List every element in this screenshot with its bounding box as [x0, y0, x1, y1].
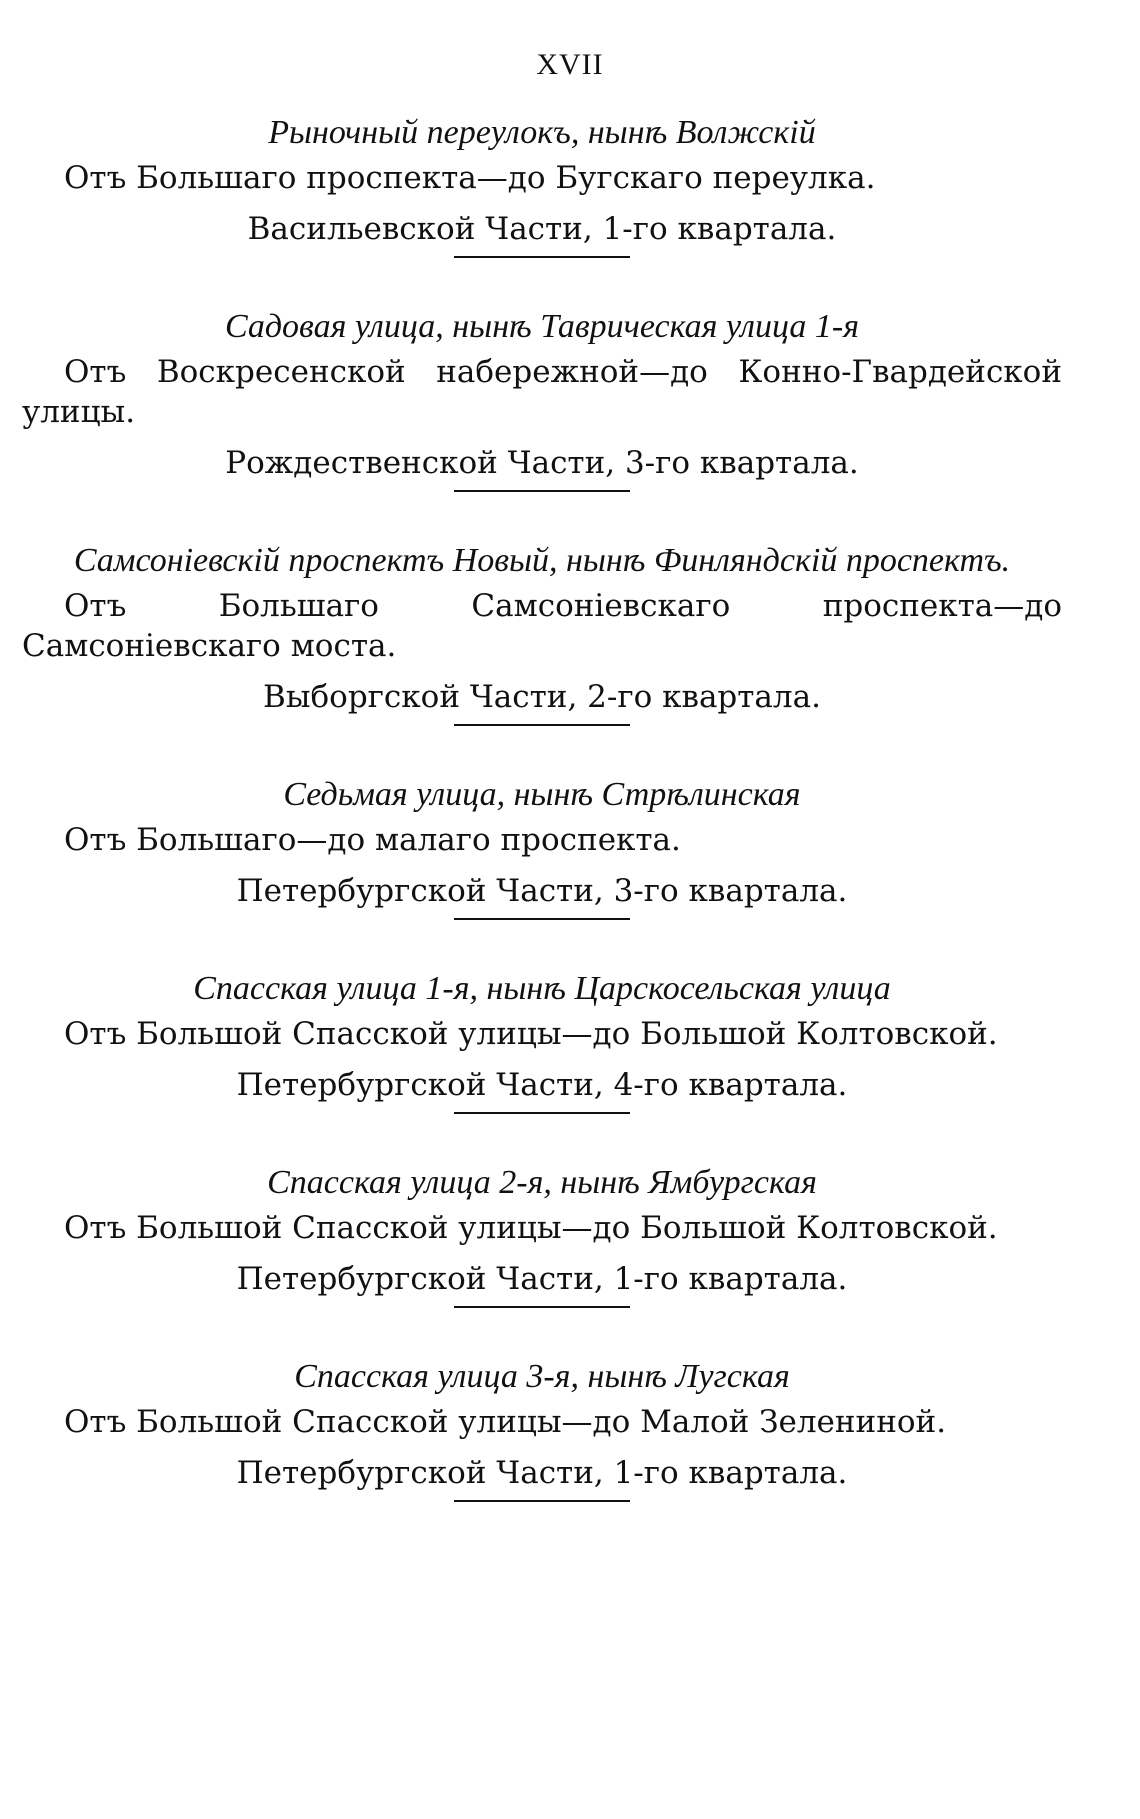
- page-number: XVII: [536, 48, 604, 81]
- street-route: Отъ Большой Спасской улицы—до Большой Колтовской.: [64, 1210, 998, 1246]
- separator-rule: [454, 1306, 630, 1308]
- street-title: Самсоніевскій проспектъ Новый, нынѣ Финляндскій проспектъ.: [73, 542, 1011, 579]
- street-route: Отъ Большаго проспекта—до Бугскаго переулка.: [64, 160, 876, 196]
- street-district: Петербургской Части, 1-го квартала.: [236, 1261, 848, 1297]
- separator-rule: [454, 256, 630, 258]
- separator-rule: [454, 490, 630, 492]
- street-entry: [22, 968, 1062, 1114]
- street-route: Отъ Большаго Самсоніевскаго проспекта—до Самсоніевскаго моста.: [22, 588, 1062, 664]
- street-entry: [22, 306, 1062, 492]
- street-district: Петербургской Части, 4-го квартала.: [236, 1067, 848, 1103]
- street-entry: [22, 774, 1062, 920]
- street-entry: [22, 540, 1062, 726]
- street-entries-list: [22, 112, 1062, 1550]
- street-title: Рыночный переулокъ, нынѣ Волжскій: [268, 114, 816, 151]
- street-title: Спасская улица 2-я, нынѣ Ямбургская: [267, 1164, 817, 1201]
- street-route: Отъ Большой Спасской улицы—до Малой Зелениной.: [64, 1404, 947, 1440]
- separator-rule: [454, 918, 630, 920]
- street-district: Петербургской Части, 3-го квартала.: [236, 873, 848, 909]
- street-entry: [22, 112, 1062, 258]
- street-district: Выборгской Части, 2-го квартала.: [263, 679, 821, 715]
- street-district: Рождественской Части, 3-го квартала.: [225, 445, 859, 481]
- street-title: Спасская улица 1-я, нынѣ Царскосельская улица: [193, 970, 891, 1007]
- street-entry: [22, 1356, 1062, 1502]
- street-route: Отъ Воскресенской набережной—до Конно-Гвардейской улицы.: [22, 354, 1062, 430]
- separator-rule: [454, 1112, 630, 1114]
- street-title: Спасская улица 3-я, нынѣ Лугская: [294, 1358, 790, 1395]
- separator-rule: [454, 724, 630, 726]
- separator-rule: [454, 1500, 630, 1502]
- street-title: Седьмая улица, нынѣ Стрѣлинская: [283, 776, 801, 813]
- street-district: Васильевской Части, 1-го квартала.: [247, 211, 837, 247]
- street-title: Садовая улица, нынѣ Таврическая улица 1-я: [224, 308, 860, 345]
- street-district: Петербургской Части, 1-го квартала.: [236, 1455, 848, 1491]
- street-route: Отъ Большой Спасской улицы—до Большой Колтовской.: [64, 1016, 998, 1052]
- street-route: Отъ Большаго—до малаго проспекта.: [64, 822, 681, 858]
- street-entry: [22, 1162, 1062, 1308]
